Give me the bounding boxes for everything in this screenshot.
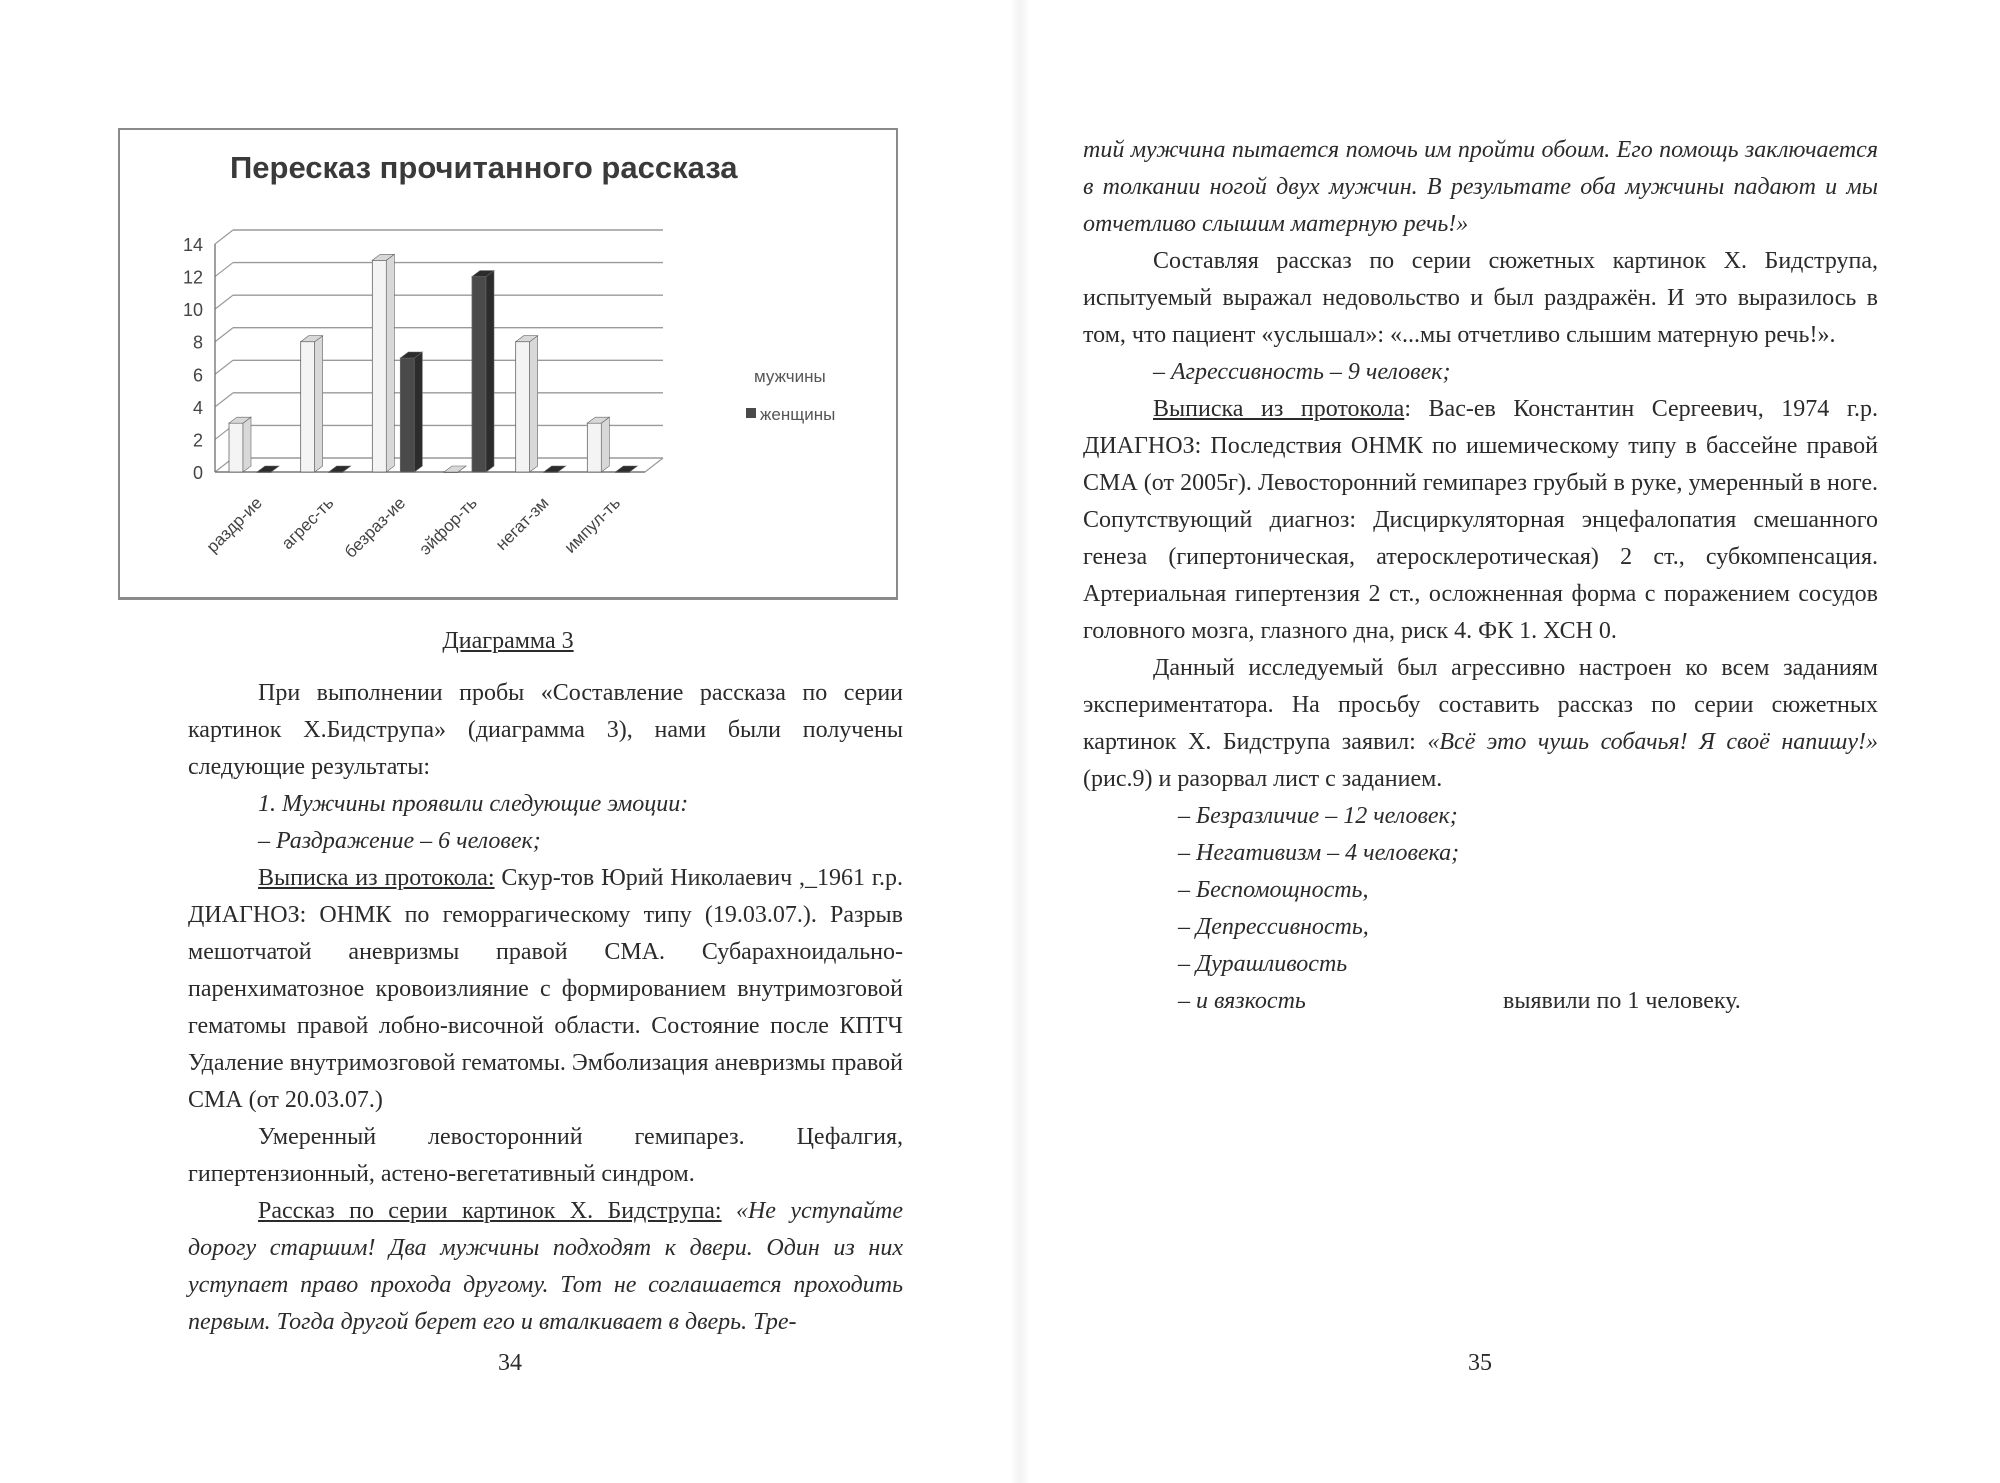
floor-edge (645, 458, 663, 472)
bar-men (372, 254, 394, 472)
x-tick-label: агрес-ть (277, 493, 338, 554)
page-number-right: 35 (1468, 1350, 1492, 1376)
paragraph: тий мужчина пытается помочь им пройти обоим. Его помощь заключается в толкании ногой двух мужчин. В результате оба мужчины падают и мы отчетливо слышим матерную речь!» (1083, 137, 1878, 237)
final-text: выявили по 1 человеку. (1503, 988, 1741, 1014)
paragraph: При выполнении пробы «Составление рассказа по серии картинок Х.Бидструпа» (диаграмма 3), нами были получены следующие результаты: (188, 680, 903, 780)
list-item: – Депрессивность, (1178, 914, 1369, 940)
paragraph (1083, 391, 1878, 650)
bar-men (587, 417, 609, 472)
book-gutter (1010, 0, 1030, 1483)
paragraph: Умеренный левосторонний гемипарез. Цефалгия, гипертензионный, астено-вегетативный синдром. (188, 1124, 903, 1187)
paragraph-text: Данный исследуемый был агрессивно настроен ко всем заданиям экспериментатора. На просьбу составить рассказ по серии сюжетных картинок Х. Бидструпа заявил: (1083, 655, 1878, 755)
list-item: – Агрессивность – 9 человек; (1153, 359, 1451, 385)
y-tick-label: 4 (192, 397, 203, 418)
extract-text: : Вас-ев Константин Сергеевич, 1974 г.р. ДИАГНОЗ: Последствия ОНМК по ишемическому типу в бассейне правой СМА (от 2005г). Левосторонний гемипарез грубый в руке, умеренный в ноге. Сопутствующий диагноз: Дисциркуляторная энцефалопатия смешанного генеза (гипертоническая, атеросклеротическая) 2 ст., субкомпенсация. Артериальная гипертензия 2 ст., осложненная форма с поражением сосудов головного мозга, глазного дна, риск 4. ФК 1. ХСН 0. (1083, 396, 1879, 644)
legend-label: мужчины (754, 367, 826, 386)
gridline-depth (215, 263, 233, 277)
quote: «Всё это чушь собачья! Я своё напишу!» (1427, 729, 1879, 755)
paragraph: Составляя рассказ по серии сюжетных картинок Х. Бидструпа, испытуемый выражал недовольство и был раздражён. И это выразилось в том, что пациент «услышал»: «...мы отчетливо слышим матерную речь!». (1083, 248, 1878, 348)
gridline-depth (215, 230, 233, 244)
x-tick-label: безраз-ие (340, 493, 410, 562)
list-item: – Дурашливость (1178, 951, 1348, 977)
y-tick-label: 8 (192, 332, 203, 353)
y-tick-label: 0 (192, 463, 203, 483)
story-text: «Не уступайте дорогу старшим! Два мужчины подходят к двери. Один из них уступает право прохода другому. Тот не соглашается проходить первым. Тогда другой берет его и вталкивает в дверь. Тре- (188, 1198, 903, 1335)
bar-men (516, 336, 538, 472)
chart-frame (118, 128, 898, 600)
extract-label: Выписка из протокола (1153, 396, 1405, 422)
paragraph (188, 860, 903, 1119)
bar-men (229, 417, 251, 472)
gridline-depth (215, 328, 233, 342)
list-item: – Негативизм – 4 человека; (1178, 840, 1460, 866)
y-tick-label: 2 (192, 430, 203, 451)
right-page-text (1083, 132, 1878, 1020)
extract-label: Выписка из протокола: (258, 865, 495, 891)
list-item: – Раздражение – 6 человек; (258, 828, 541, 854)
y-tick-label: 10 (182, 300, 203, 321)
y-tick-label: 14 (182, 235, 203, 255)
extract-text: Скур-тов Юрий Николаевич ,_1961 г.р. ДИАГНОЗ: ОНМК по геморрагическому типу (19.03.07.). Разрыв мешотчатой аневризмы правой СМА. Субарахноидально-паренхиматозное кровоизлияние с формированием внутримозговой гематомы правой лобно-височной области. Состояние после КПТЧ Удаление внутримозговой гематомы. Эмболизация аневризмы правой СМА (от 20.03.07.) (188, 865, 903, 1113)
gridline-depth (215, 393, 233, 407)
legend-label: женщины (760, 405, 836, 424)
y-tick-label: 6 (192, 365, 203, 386)
list-item-text: – и вязкость (1178, 988, 1306, 1014)
list-item (1083, 983, 1878, 1020)
y-tick-label: 12 (182, 267, 203, 288)
legend-swatch-women (746, 408, 756, 418)
story-label: Рассказ по серии картинок Х. Бидструпа: (258, 1198, 722, 1224)
list-item: – Безразличие – 12 человек; (1178, 803, 1458, 829)
left-page-text (188, 675, 903, 1341)
paragraph (188, 1193, 903, 1341)
page-number-left: 34 (498, 1350, 522, 1376)
paragraph-text: (рис.9) и разорвал лист с заданием. (1083, 766, 1443, 792)
paragraph (1083, 650, 1878, 798)
bar-women (472, 271, 494, 472)
bar-chart (120, 130, 896, 596)
gridline-depth (215, 295, 233, 309)
x-tick-label: эйфор-ть (415, 493, 481, 559)
x-tick-label: негат-зм (491, 493, 553, 554)
gridline-depth (215, 360, 233, 374)
bar-men (301, 336, 323, 472)
chart-title: Пересказ прочитанного рассказа (230, 150, 738, 185)
chart-caption: Диаграмма 3 (442, 628, 574, 654)
x-tick-label: импул-ть (560, 493, 625, 557)
bar-women (400, 352, 422, 472)
x-tick-label: раздр-ие (202, 493, 266, 557)
emotion-list (1083, 798, 1878, 1020)
list-item: – Беспомощность, (1178, 877, 1369, 903)
list-item: 1. Мужчины проявили следующие эмоции: (258, 791, 689, 817)
